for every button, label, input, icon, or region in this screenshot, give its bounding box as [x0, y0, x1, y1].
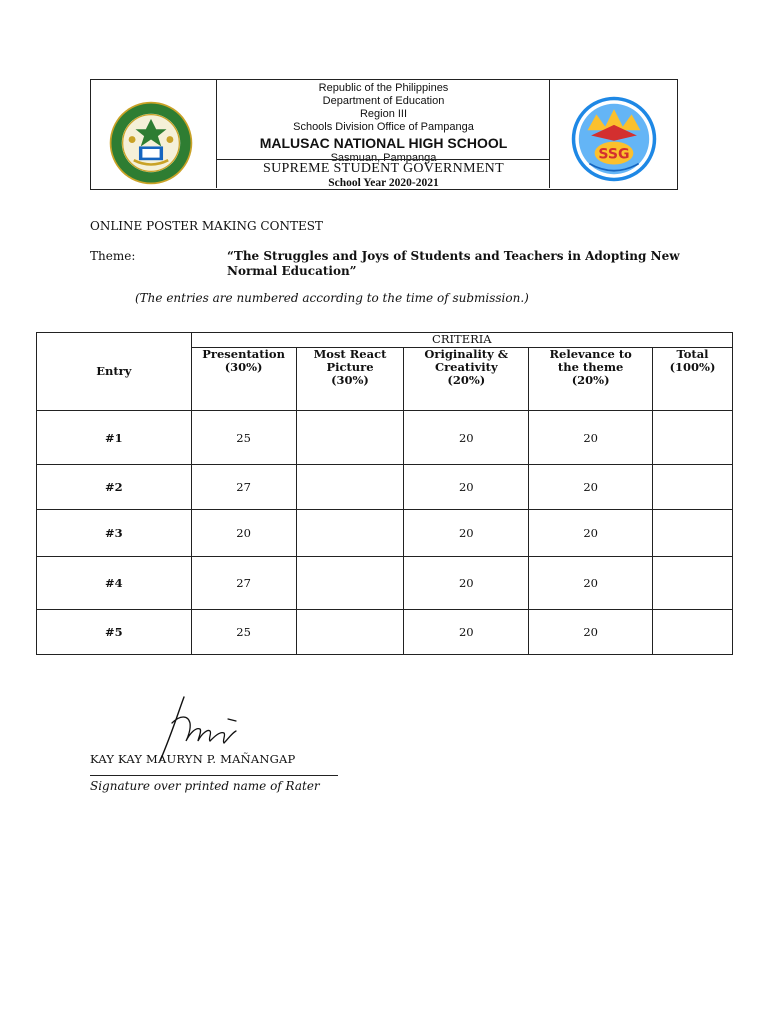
school-name: MALUSAC NATIONAL HIGH SCHOOL — [259, 135, 508, 151]
table-row — [37, 411, 733, 465]
entry-cell: #5 — [37, 610, 192, 655]
gov-line-division: Schools Division Office of Pampanga — [293, 121, 474, 133]
relevance-header: Relevance to the theme (20%) — [529, 348, 653, 411]
presentation-cell: 27 — [191, 557, 296, 610]
total-cell — [653, 411, 733, 465]
total-cell — [653, 510, 733, 557]
presentation-cell: 25 — [191, 411, 296, 465]
entry-column-header: Entry — [37, 333, 192, 411]
rater-name: KAY KAY MAURYN P. MAÑANGAP — [90, 752, 296, 766]
table-row — [37, 610, 733, 655]
scores-table — [36, 332, 733, 655]
relevance-cell: 20 — [529, 411, 653, 465]
contest-title: ONLINE POSTER MAKING CONTEST — [90, 219, 323, 233]
most-react-cell — [296, 465, 404, 510]
table-row — [37, 510, 733, 557]
school-address: Sasmuan, Pampanga — [330, 152, 437, 164]
gov-line-region: Region III — [359, 108, 408, 120]
school-year: School Year 2020-2021 — [328, 177, 439, 189]
signature-caption: Signature over printed name of Rater — [90, 779, 320, 793]
presentation-cell: 25 — [191, 610, 296, 655]
svg-text:SSG: SSG — [598, 146, 630, 163]
total-cell — [653, 557, 733, 610]
document-header — [90, 79, 678, 190]
entry-cell: #2 — [37, 465, 192, 510]
relevance-cell: 20 — [529, 465, 653, 510]
criteria-header: CRITERIA — [191, 333, 732, 348]
total-cell — [653, 465, 733, 510]
org-name: SUPREME STUDENT GOVERNMENT — [263, 161, 504, 176]
presentation-cell: 20 — [191, 510, 296, 557]
gov-line-republic: Republic of the Philippines — [318, 82, 449, 94]
entry-cell: #1 — [37, 411, 192, 465]
total-cell — [653, 610, 733, 655]
gov-line-department: Department of Education — [322, 95, 445, 107]
originality-header: Originality & Creativity (20%) — [404, 348, 529, 411]
entry-cell: #4 — [37, 557, 192, 610]
org-box — [217, 159, 550, 189]
relevance-cell: 20 — [529, 557, 653, 610]
criteria-header-row — [37, 333, 733, 348]
header-middle-cell — [217, 80, 550, 188]
originality-cell: 20 — [404, 610, 529, 655]
submission-note: (The entries are numbered according to the time of submission.) — [135, 291, 529, 305]
theme-text: “The Struggles and Joys of Students and Teachers in Adopting New Normal Education” — [227, 249, 680, 278]
table-row — [37, 557, 733, 610]
relevance-cell: 20 — [529, 510, 653, 557]
header-right-cell — [549, 80, 677, 188]
ssg-seal-icon — [569, 95, 659, 183]
total-header: Total (100%) — [653, 348, 733, 411]
theme-label: Theme: — [90, 249, 136, 263]
entry-cell: #3 — [37, 510, 192, 557]
most-react-cell — [296, 557, 404, 610]
presentation-cell: 27 — [191, 465, 296, 510]
originality-cell: 20 — [404, 510, 529, 557]
table-row — [37, 465, 733, 510]
originality-cell: 20 — [404, 411, 529, 465]
header-left-cell — [91, 80, 217, 188]
presentation-header: Presentation (30%) — [191, 348, 296, 411]
most-react-header: Most React Picture (30%) — [296, 348, 404, 411]
signature-line — [90, 775, 338, 776]
most-react-cell — [296, 510, 404, 557]
most-react-cell — [296, 411, 404, 465]
most-react-cell — [296, 610, 404, 655]
originality-cell: 20 — [404, 557, 529, 610]
deped-seal-icon — [108, 100, 194, 186]
originality-cell: 20 — [404, 465, 529, 510]
relevance-cell: 20 — [529, 610, 653, 655]
